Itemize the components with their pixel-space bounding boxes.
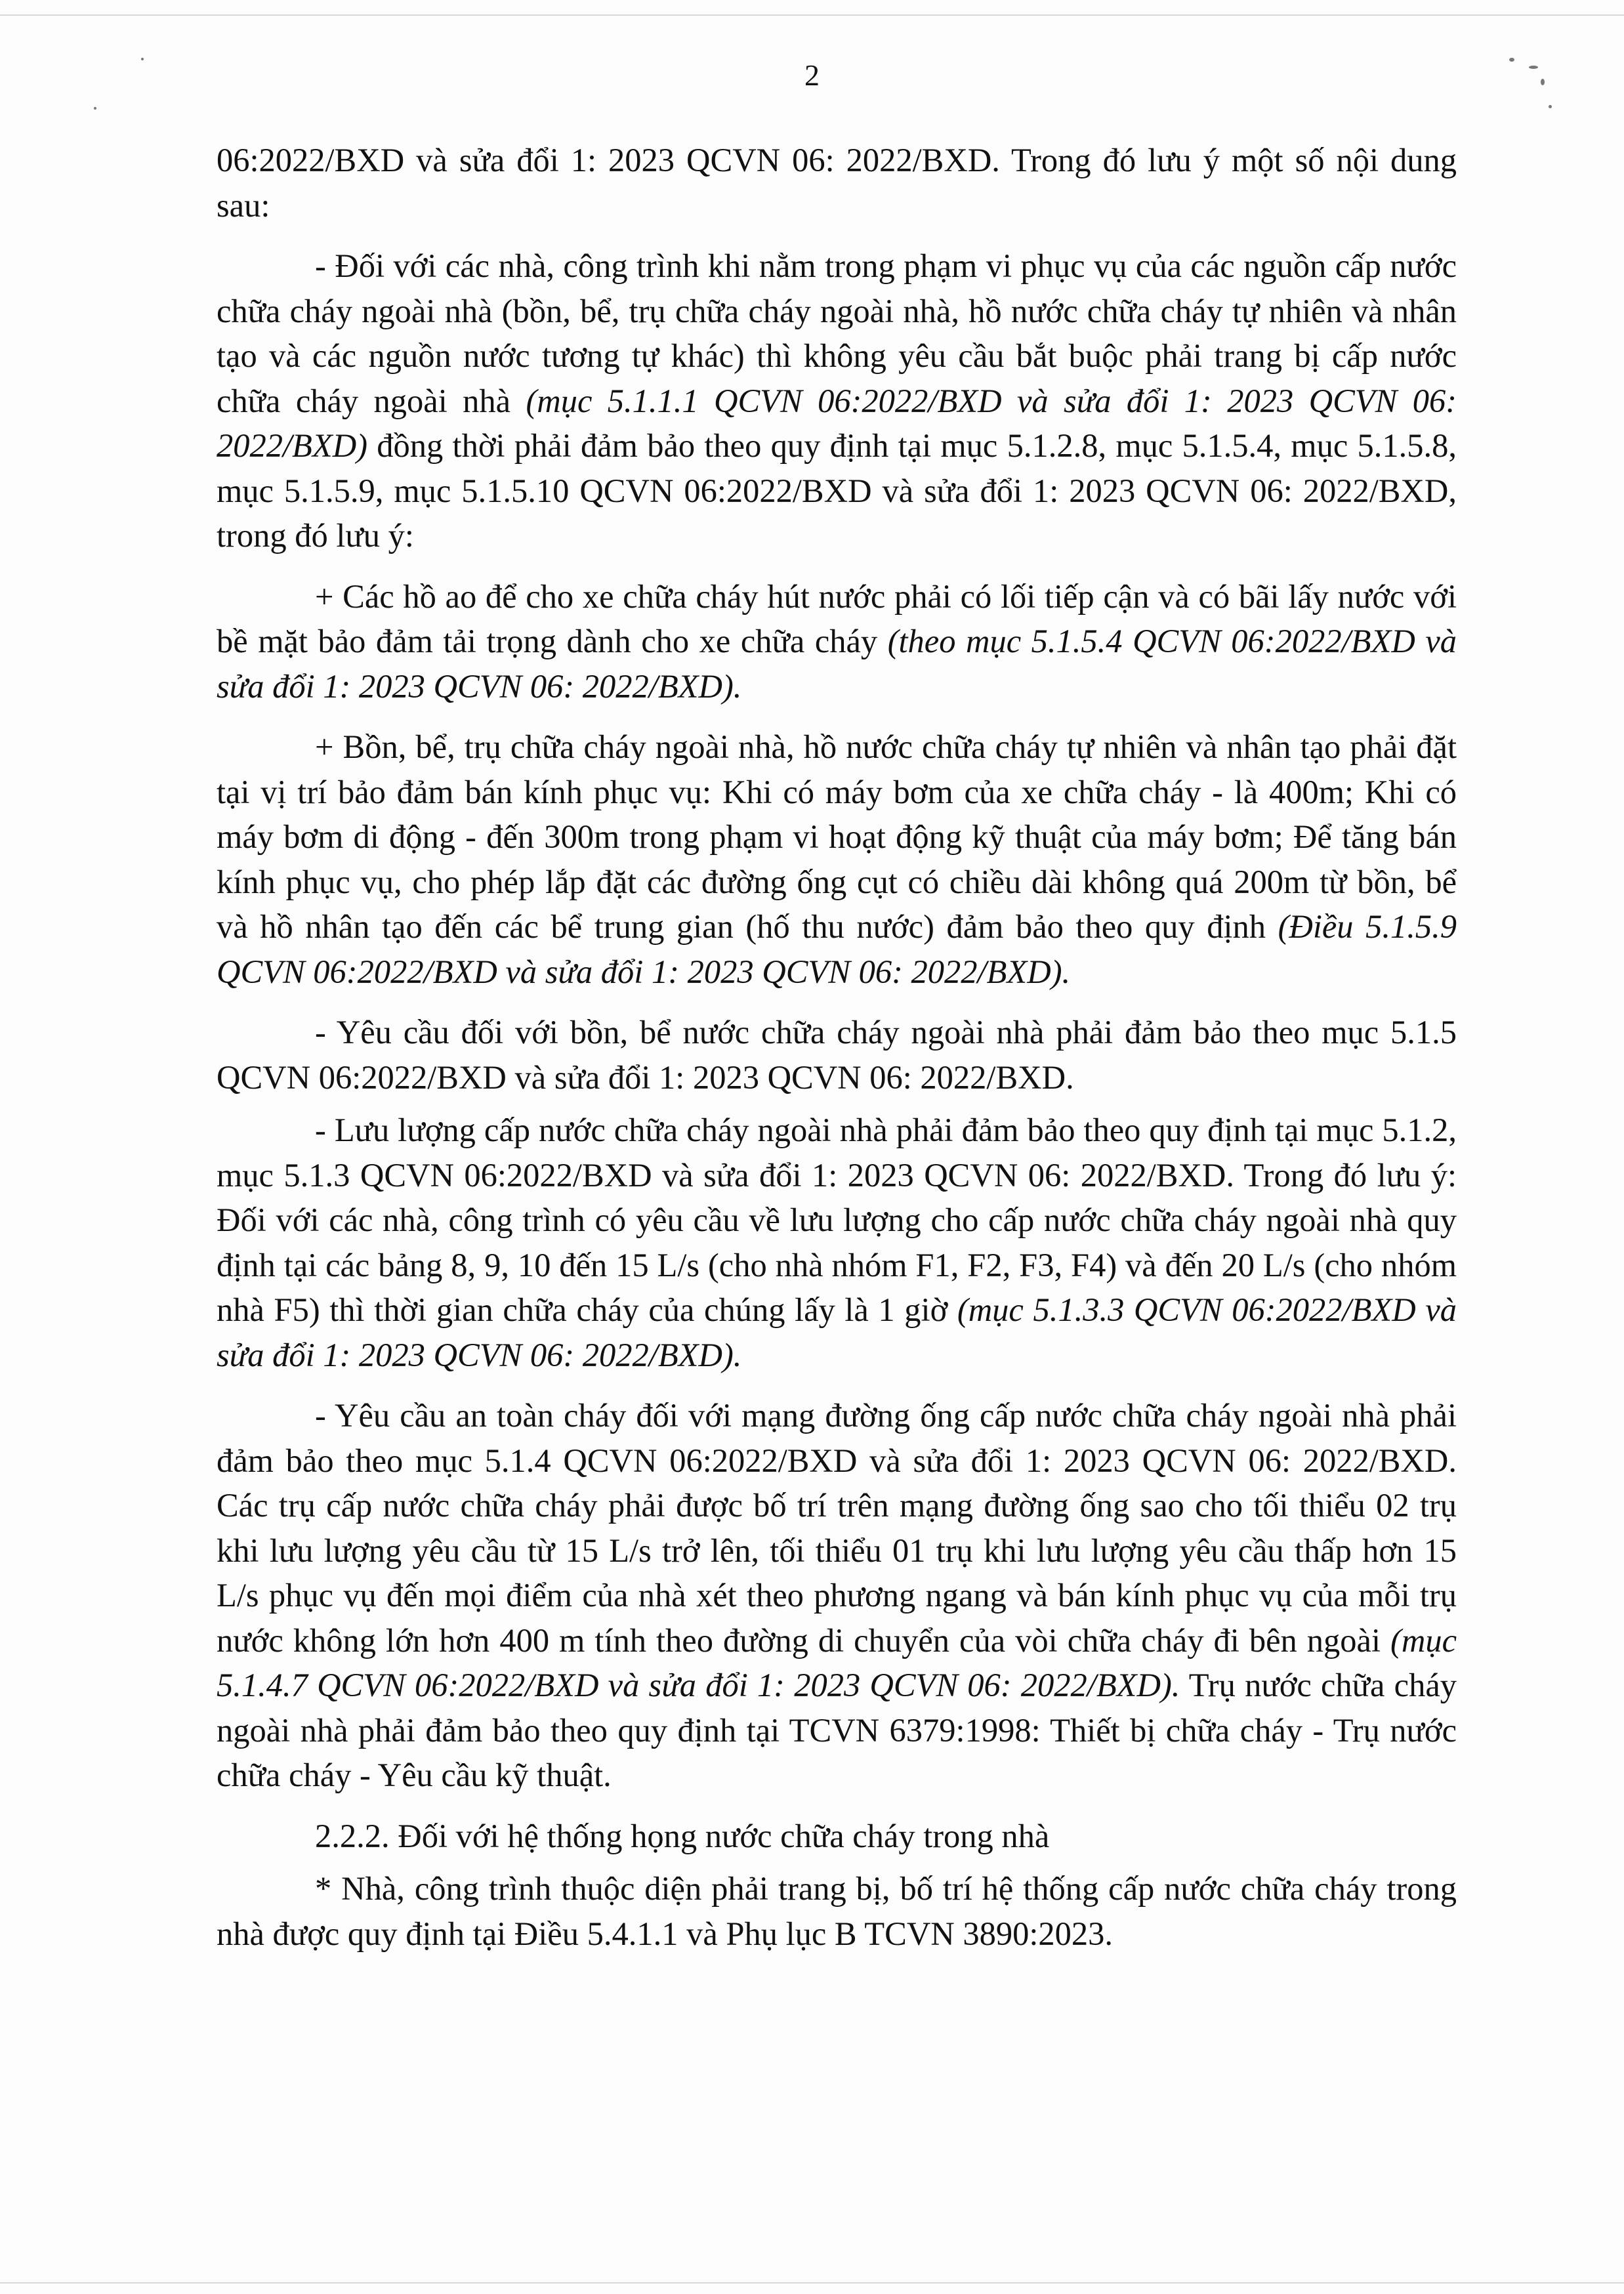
regulation-reference: (Điều 5.1.5.9 QCVN 06:2022/BXD và sửa đổi 1: 2023 QCVN 06: 2022/BXD). bbox=[217, 908, 1457, 990]
scan-speck bbox=[94, 107, 96, 110]
paragraph bbox=[217, 1010, 1457, 1100]
paragraph-text: - Đối với các nhà, công trình khi nằm trong phạm vi phục vụ của các nguồn cấp nước chữa cháy ngoài nhà (bồn, bể, trụ chữa cháy ngoài nhà, hồ nước chữa cháy tự nhiên và nhân tạo và các nguồn nước tương tự khác) thì không yêu cầu bắt buộc phải trang bị cấp nước chữa cháy ngoài nhà bbox=[217, 247, 1457, 419]
paragraph bbox=[217, 138, 1457, 228]
document-body bbox=[217, 138, 1457, 1972]
paragraph bbox=[217, 724, 1457, 994]
page-number: 2 bbox=[804, 58, 820, 92]
paragraph-text: đồng thời phải đảm bảo theo quy định tại mục 5.1.2.8, mục 5.1.5.4, mục 5.1.5.8, mục 5.1.5.9, mục 5.1.5.10 QCVN 06:2022/BXD và sửa đổi 1: 2023 QCVN 06: 2022/BXD, trong đó lưu ý: bbox=[217, 427, 1457, 554]
scan-edge-bottom bbox=[0, 2282, 1624, 2284]
paragraph-text: Trụ nước chữa cháy ngoài nhà phải đảm bảo theo quy định tại TCVN 6379:1998: Thiết bị chữa cháy - Trụ nước chữa cháy - Yêu cầu kỹ thuật. bbox=[217, 1667, 1457, 1793]
regulation-reference: (mục 5.1.1.1 QCVN 06:2022/BXD và sửa đổi 1: 2023 QCVN 06: 2022/BXD) bbox=[217, 382, 1457, 464]
regulation-reference: (mục 5.1.4.7 QCVN 06:2022/BXD và sửa đổi 1: 2023 QCVN 06: 2022/BXD). bbox=[217, 1621, 1457, 1703]
regulation-reference: (mục 5.1.3.3 QCVN 06:2022/BXD và sửa đổi 1: 2023 QCVN 06: 2022/BXD). bbox=[217, 1291, 1457, 1373]
paragraph bbox=[217, 574, 1457, 709]
paragraph-text: * Nhà, công trình thuộc diện phải trang bị, bố trí hệ thống cấp nước chữa cháy trong nhà được quy định tại Điều 5.4.1.1 và Phụ lục B TCVN 3890:2023. bbox=[217, 1870, 1457, 1952]
regulation-reference: (theo mục 5.1.5.4 QCVN 06:2022/BXD và sửa đổi 1: 2023 QCVN 06: 2022/BXD). bbox=[217, 623, 1457, 705]
paragraph-text: + Các hồ ao để cho xe chữa cháy hút nước phải có lối tiếp cận và có bãi lấy nước với bề mặt bảo đảm tải trọng dành cho xe chữa cháy bbox=[217, 577, 1457, 659]
scan-edge-top bbox=[0, 14, 1624, 16]
paragraph-text: - Yêu cầu đối với bồn, bể nước chữa cháy ngoài nhà phải đảm bảo theo mục 5.1.5 QCVN 06:2022/BXD và sửa đổi 1: 2023 QCVN 06: 2022/BXD. bbox=[217, 1014, 1457, 1096]
section-heading-text: 2.2.2. Đối với hệ thống họng nước chữa cháy trong nhà bbox=[315, 1817, 1050, 1854]
paragraph bbox=[217, 243, 1457, 558]
paragraph-text: + Bồn, bể, trụ chữa cháy ngoài nhà, hồ nước chữa cháy tự nhiên và nhân tạo phải đặt tại vị trí bảo đảm bán kính phục vụ: Khi có máy bơm của xe chữa cháy - là 400m; Khi có máy bơm di động - đến 300m trong phạm vi hoạt động kỹ thuật của máy bơm; Để tăng bán kính phục vụ, cho phép lắp đặt các đường ống cụt có chiều dài không quá 200m từ bồn, bể và hồ nhân tạo đến các bể trung gian (hố thu nước) đảm bảo theo quy định bbox=[217, 728, 1457, 945]
paragraph bbox=[217, 1866, 1457, 1956]
paragraph-text: - Yêu cầu an toàn cháy đối với mạng đường ống cấp nước chữa cháy ngoài nhà phải đảm bảo theo mục 5.1.4 QCVN 06:2022/BXD và sửa đổi 1: 2023 QCVN 06: 2022/BXD. Các trụ cấp nước chữa cháy phải được bố trí trên mạng đường ống sao cho tối thiểu 02 trụ khi lưu lượng yêu cầu từ 15 L/s trở lên, tối thiểu 01 trụ khi lưu lượng yêu cầu thấp hơn 15 L/s phục vụ đến mọi điểm của nhà xét theo phương ngang và bán kính phục vụ của mỗi trụ nước không lớn hơn 400 m tính theo đường di chuyển của vòi chữa cháy đi bên ngoài bbox=[217, 1397, 1457, 1659]
paragraph-text: - Lưu lượng cấp nước chữa cháy ngoài nhà phải đảm bảo theo quy định tại mục 5.1.2, mục 5.1.3 QCVN 06:2022/BXD và sửa đổi 1: 2023 QCVN 06: 2022/BXD. Trong đó lưu ý: Đối với các nhà, công trình có yêu cầu về lưu lượng cho cấp nước chữa cháy ngoài nhà quy định tại các bảng 8, 9, 10 đến 15 L/s (cho nhà nhóm F1, F2, F3, F4) và đến 20 L/s (cho nhóm nhà F5) thì thời gian chữa cháy của chúng lấy là 1 giờ bbox=[217, 1112, 1457, 1328]
paragraph bbox=[217, 1108, 1457, 1377]
section-heading bbox=[217, 1814, 1457, 1859]
paragraph bbox=[217, 1393, 1457, 1798]
paragraph-text: 06:2022/BXD và sửa đổi 1: 2023 QCVN 06: 2022/BXD. Trong đó lưu ý một số nội dung sau: bbox=[217, 142, 1457, 224]
scan-speck bbox=[1549, 105, 1552, 108]
